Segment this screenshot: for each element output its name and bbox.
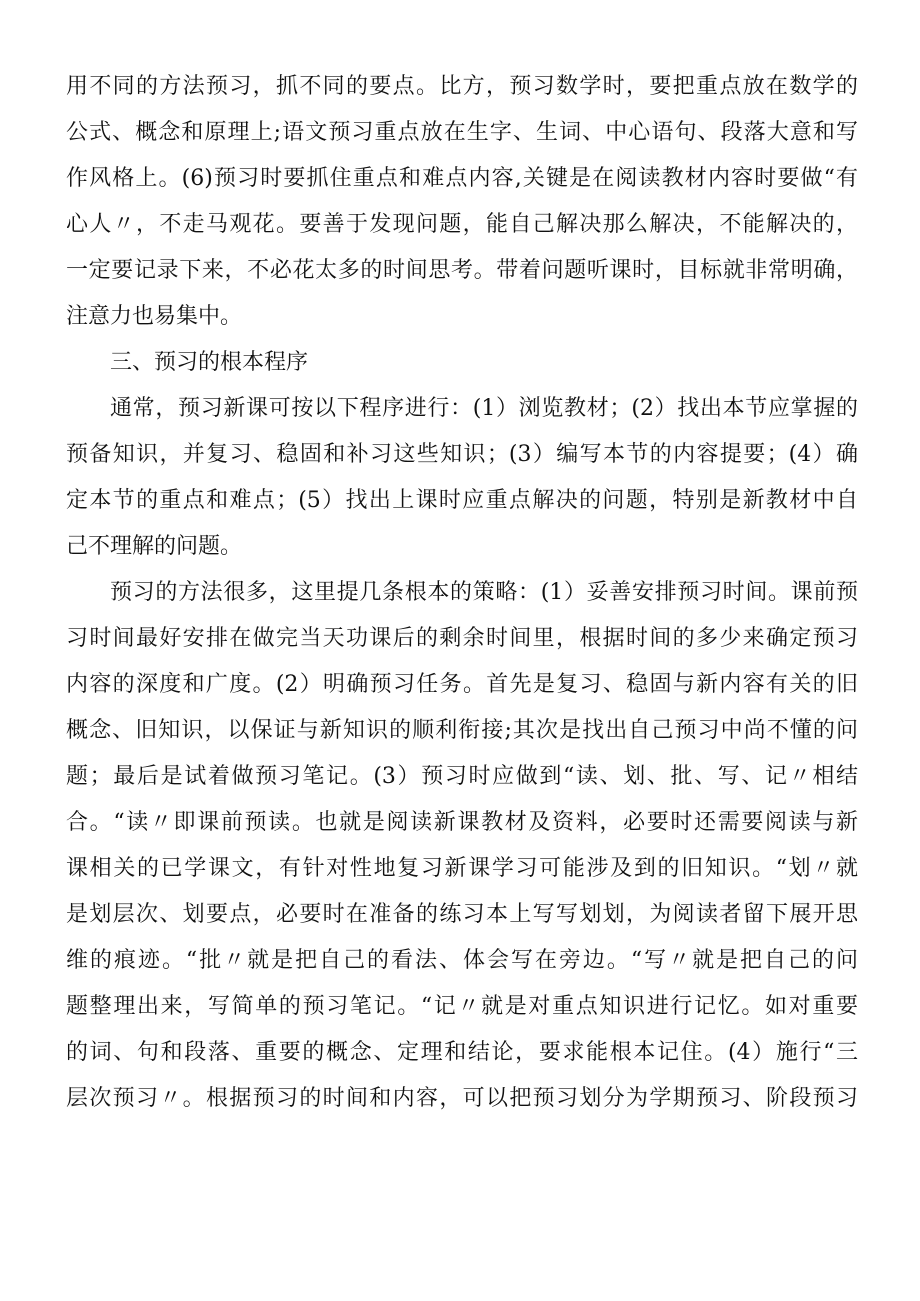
text-line: 公式、概念和原理上;语文预习重点放在生字、生词、中心语句、段落大意和写 — [66, 120, 858, 145]
text-line: 维的痕迹。“批〃就是把自己的看法、体会写在旁边。“写〃就是把自己的问 — [66, 948, 858, 973]
text-line: 是划层次、划要点，必要时在准备的练习本上写写划划，为阅读者留下展开思 — [66, 902, 858, 927]
text-line: 预习的方法很多，这里提几条根本的策略：(1）妥善安排预习时间。课前预 — [110, 580, 858, 605]
paragraph-procedure — [66, 386, 858, 570]
text-line: 定本节的重点和难点；(5）找出上课时应重点解决的问题，特别是新教材中自 — [66, 488, 858, 513]
document-body — [66, 64, 858, 1122]
section-heading — [66, 340, 858, 386]
text-line: 题；最后是试着做预习笔记。(3）预习时应做到“读、划、批、写、记〃相结 — [66, 764, 858, 789]
text-line: 己不理解的问题。 — [66, 534, 243, 559]
text-line: 合。“读〃即课前预读。也就是阅读新课教材及资料，必要时还需要阅读与新 — [66, 810, 858, 835]
paragraph-strategies — [66, 570, 858, 1122]
heading-text: 三、预习的根本程序 — [110, 350, 309, 375]
text-line: 内容的深度和广度。(2）明确预习任务。首先是复习、稳固与新内容有关的旧 — [66, 672, 858, 697]
text-line: 层次预习〃。根据预习的时间和内容，可以把预习划分为学期预习、阶段预习 — [66, 1086, 858, 1111]
text-line: 题整理出来，写简单的预习笔记。“记〃就是对重点知识进行记忆。如对重要 — [66, 994, 858, 1019]
text-line: 课相关的已学课文，有针对性地复习新课学习可能涉及到的旧知识。“划〃就 — [66, 856, 858, 881]
text-line: 预备知识，并复习、稳固和补习这些知识；(3）编写本节的内容提要；(4）确 — [66, 442, 858, 467]
text-line: 一定要记录下来，不必花太多的时间思考。带着问题听课时，目标就非常明确， — [66, 258, 858, 283]
paragraph-study-methods — [66, 64, 858, 340]
text-line: 作风格上。(6)预习时要抓住重点和难点内容,关键是在阅读教材内容时要做“有 — [66, 166, 858, 191]
text-line: 用不同的方法预习，抓不同的要点。比方，预习数学时，要把重点放在数学的 — [66, 74, 858, 99]
text-line: 概念、旧知识，以保证与新知识的顺利衔接;其次是找出自己预习中尚不懂的问 — [66, 718, 858, 743]
text-line: 通常，预习新课可按以下程序进行：(1）浏览教材；(2）找出本节应掌握的 — [110, 396, 858, 421]
text-line: 注意力也易集中。 — [66, 304, 243, 329]
text-line: 习时间最好安排在做完当天功课后的剩余时间里，根据时间的多少来确定预习 — [66, 626, 858, 651]
text-line: 的词、句和段落、重要的概念、定理和结论，要求能根本记住。(4）施行“三 — [66, 1040, 858, 1065]
text-line: 心人〃，不走马观花。要善于发现问题，能自己解决那么解决，不能解决的， — [66, 212, 858, 237]
